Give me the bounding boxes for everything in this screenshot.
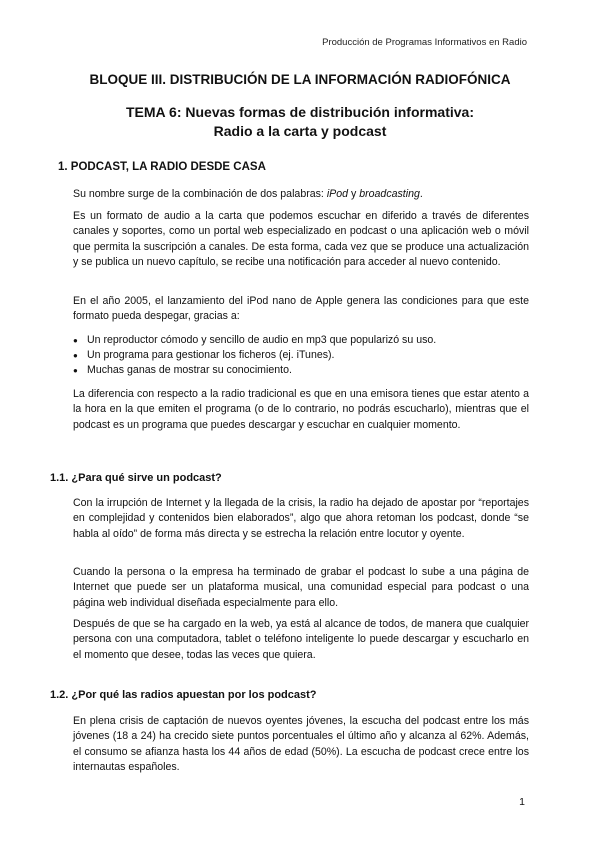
intro-text-before: Su nombre surge de la combinación de dos palabras:	[73, 188, 327, 200]
page-number: 1	[519, 796, 525, 808]
tema-title-line1: TEMA 6: Nuevas formas de distribución informativa:	[126, 104, 474, 120]
running-header: Producción de Programas Informativos en Radio	[322, 37, 527, 48]
list-item: ● Un reproductor cómodo y sencillo de audio en mp3 que popularizó su uso.	[73, 333, 529, 348]
bullet-icon: ●	[73, 336, 78, 345]
paragraph-format: Es un formato de audio a la carta que podemos escuchar en diferido a través de diferentes canales y soportes, como un portal web especializado en podcast o una aplicación web o móvil que permita la suscripción a canales. De esta forma, cada vez que se produce una actualización y se publica un nuevo capítulo, se recibe una notificación para acceder al nuevo contenido.	[73, 210, 529, 269]
section-heading-podcast: 1. PODCAST, LA RADIO DESDE CASA	[58, 161, 266, 173]
intro-word-ipod: iPod	[326, 188, 349, 200]
paragraph-difference: La diferencia con respecto a la radio tradicional es que en una emisora tienes que estar atento a la hora en la que emiten el programa (o de lo contrario, no podrás escucharlo), mientras que el podcast es un programa que puedes descargar y escuchar en cualquier momento.	[73, 388, 529, 431]
paragraph-ipod-nano: En el año 2005, el lanzamiento del iPod nano de Apple genera las condiciones para que este formato pueda despegar, gracias a:	[73, 295, 529, 323]
subsection-heading-why-radios: 1.2. ¿Por qué las radios apuestan por los podcast?	[50, 689, 317, 701]
bullet-icon: ●	[73, 366, 78, 376]
paragraph-young-listeners: En plena crisis de captación de nuevos oyentes jóvenes, la escucha del podcast entre los más jóvenes (18 a 24) ha crecido siete puntos porcentuales el último año y alcanza al 62%. Además, el consumo se afianza hasta los 44 años de edad (50%). La escucha de podcast crece entre los internautas españoles.	[73, 715, 529, 774]
intro-text-between: y	[348, 188, 360, 200]
list-item: ● Un programa para gestionar los ficheros (ej. iTunes).	[73, 348, 529, 363]
paragraph-download: Después de que se ha cargado en la web, ya está al alcance de todos, de manera que cualquier persona con una computadora, tablet o teléfono inteligente lo puede descargar y escucharlo en el momento que desee, todas las veces que quiera.	[73, 618, 529, 661]
intro-paragraph	[73, 187, 529, 202]
intro-text-after: .	[419, 188, 423, 200]
paragraph-internet-crisis: Con la irrupción de Internet y la llegada de la crisis, la radio ha dejado de apostar por “reportajes en complejidad y contenidos bien elaborados”, algo que ahora retoman los podcast, donde “se habla al oído” de forma más directa y se estrecha la relación entre locutor y oyente.	[73, 497, 529, 540]
bullet-list	[73, 333, 529, 379]
paragraph-upload: Cuando la persona o la empresa ha terminado de grabar el podcast lo sube a una página de Internet que puede ser un plataforma musical, una comunidad especial para podcast o una página web individual diseñada especialmente para ello.	[73, 566, 529, 609]
list-item: ● Muchas ganas de mostrar su conocimiento.	[73, 363, 529, 378]
intro-word-broadcasting: broadcasting	[359, 188, 420, 200]
bullet-icon: ●	[73, 351, 78, 361]
tema-title-line2: Radio a la carta y podcast	[213, 123, 387, 139]
block-title: BLOQUE III. DISTRIBUCIÓN DE LA INFORMACIÓN RADIOFÓNICA	[89, 72, 511, 87]
subsection-heading-purpose: 1.1. ¿Para qué sirve un podcast?	[50, 472, 222, 484]
tema-title	[0, 103, 600, 141]
